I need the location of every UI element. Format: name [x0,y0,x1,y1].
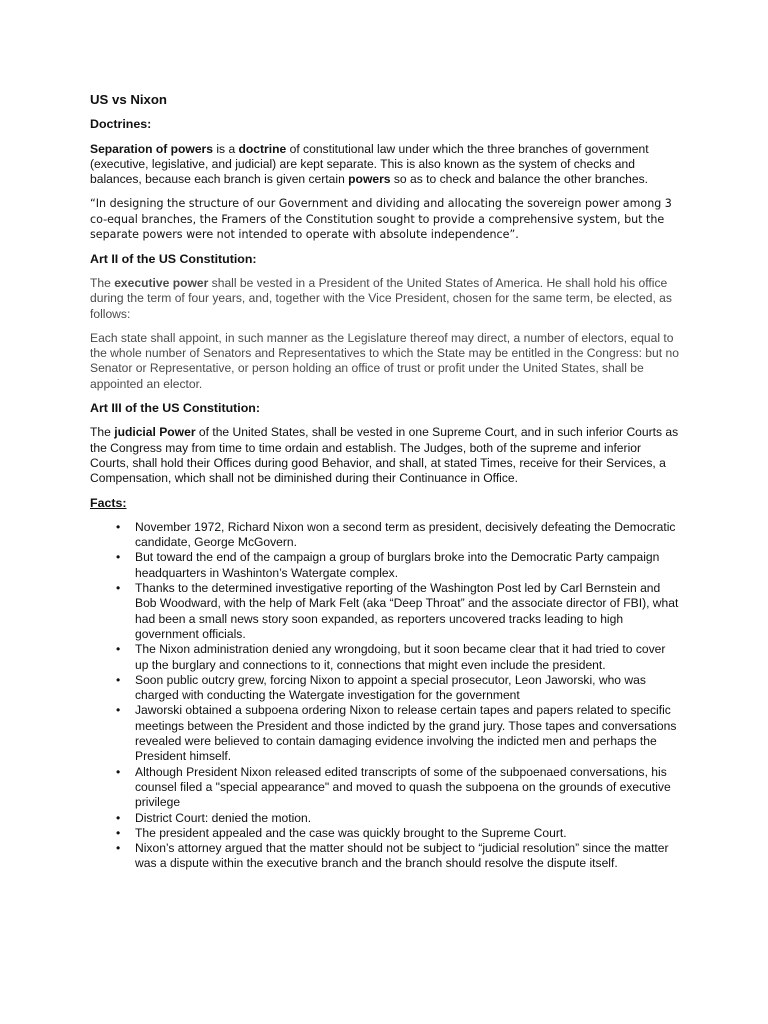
fact-item [90,520,680,551]
fact-item [90,841,680,872]
art3-text-post: of the United States, shall be vested in one Supreme Court, and in such inferior Courts as the Congress may from time to time ordain and establish. The Judges, both of the supreme and inferior Courts, shall hold their Offices during good Behavior, and shall, at stated Times, receive for their Services, a Compensation, which shall not be diminished during their Continuance in Office. [90,425,679,486]
fact-item [90,826,680,841]
fact-text: Jaworski obtained a subpoena ordering Nixon to release certain tapes and papers related to specific meetings between the President and those indicted by the grand jury. Those tapes and conversations revealed were believed to contain damaging evidence involving the indicted men and perhaps the President himself. [135,703,677,764]
separation-term: Separation of powers [90,141,213,156]
doctrines-heading: Doctrines: [90,117,152,132]
doctrine-term: doctrine [238,141,287,156]
executive-power-term: executive power [114,276,209,290]
separation-text-1: is a [212,141,239,156]
bullet-icon: • [116,519,121,534]
facts-list [90,520,680,872]
fact-item [90,673,680,704]
fact-item [90,550,680,581]
fact-item [90,765,680,811]
fact-text: Although President Nixon released edited transcripts of some of the subpoenaed conversations, his counsel filed a "special appearance" and moved to quash the subpoena on the grounds of executive privilege [135,764,671,810]
facts-heading: Facts: [90,495,127,510]
fact-text: The president appealed and the case was quickly brought to the Supreme Court. [135,825,567,840]
bullet-icon: • [116,825,121,840]
fact-text: But toward the end of the campaign a group of burglars broke into the Democratic Party campaign headquarters in Washinton’s Watergate complex. [135,550,660,580]
bullet-icon: • [116,810,121,825]
bullet-icon: • [116,841,121,856]
separation-of-powers-paragraph [90,142,680,188]
art3-heading: Art III of the US Constitution: [90,401,261,416]
framers-quote: “In designing the structure of our Government and dividing and allocating the sovereign power among 3 co-equal branches, the Framers of the Constitution sought to provide a comprehensive system, but the separate powers were not intended to operate with absolute independence”. [90,197,672,242]
bullet-icon: • [116,550,121,565]
fact-text: Soon public outcry grew, forcing Nixon to appoint a special prosecutor, Leon Jaworski, who was charged with conducting the Watergate investigation for the government [135,672,646,703]
art3-judicial-paragraph [90,425,680,486]
art2-heading: Art II of the US Constitution: [90,251,257,266]
art2-electors-paragraph: Each state shall appoint, in such manner as the Legislature thereof may direct, a number of electors, equal to the whole number of Senators and Representatives to which the State may be entitled in the Congress: but no Senator or Representative, or person holding an office of trust or profit under the United States, shall be appointed an elector. [90,330,679,391]
fact-item [90,642,680,673]
art2-executive-paragraph [90,276,680,322]
fact-item [90,811,680,826]
separation-text-3: so as to check and balance the other branches. [390,172,649,187]
fact-text: District Court: denied the motion. [135,810,312,825]
bullet-icon: • [116,642,121,657]
fact-text: The Nixon administration denied any wrongdoing, but it soon became clear that it had tried to cover up the burglary and connections to it, connections that might even include the president. [135,642,666,672]
fact-text: November 1972, Richard Nixon won a second term as president, decisively defeating the Democratic candidate, George McGovern. [135,519,676,550]
bullet-icon: • [116,764,121,779]
fact-text: Thanks to the determined investigative reporting of the Washington Post led by Carl Bernstein and Bob Woodward, with the help of Mark Felt (aka “Deep Throat” and the associate director of FBI), what had been a small news story soon expanded, as reporters uncovered tracks leading to high government officials. [135,581,679,641]
document-title: US vs Nixon [90,92,167,107]
fact-item [90,703,680,764]
fact-text: Nixon’s attorney argued that the matter should not be subject to “judicial resolution” since the matter was a dispute within the executive branch and the branch should resolve the dispute itself. [135,841,669,871]
judicial-power-term: judicial Power [114,425,196,440]
art3-text-pre: The [90,425,115,440]
powers-term: powers [348,172,391,187]
bullet-icon: • [116,672,121,687]
bullet-icon: • [116,581,121,596]
separation-text-2: of constitutional law under which the three branches of government (executive, legislative, and judicial) are kept separate. This is also known as the system of checks and balances, because each branch is given certain [90,141,649,187]
art2-text-pre: The [90,276,115,290]
fact-item [90,581,680,642]
bullet-icon: • [116,703,121,718]
art2-text-post: shall be vested in a President of the United States of America. He shall hold his office during the term of four years, and, together with the Vice President, chosen for the same term, be elected, as follows: [90,276,672,321]
